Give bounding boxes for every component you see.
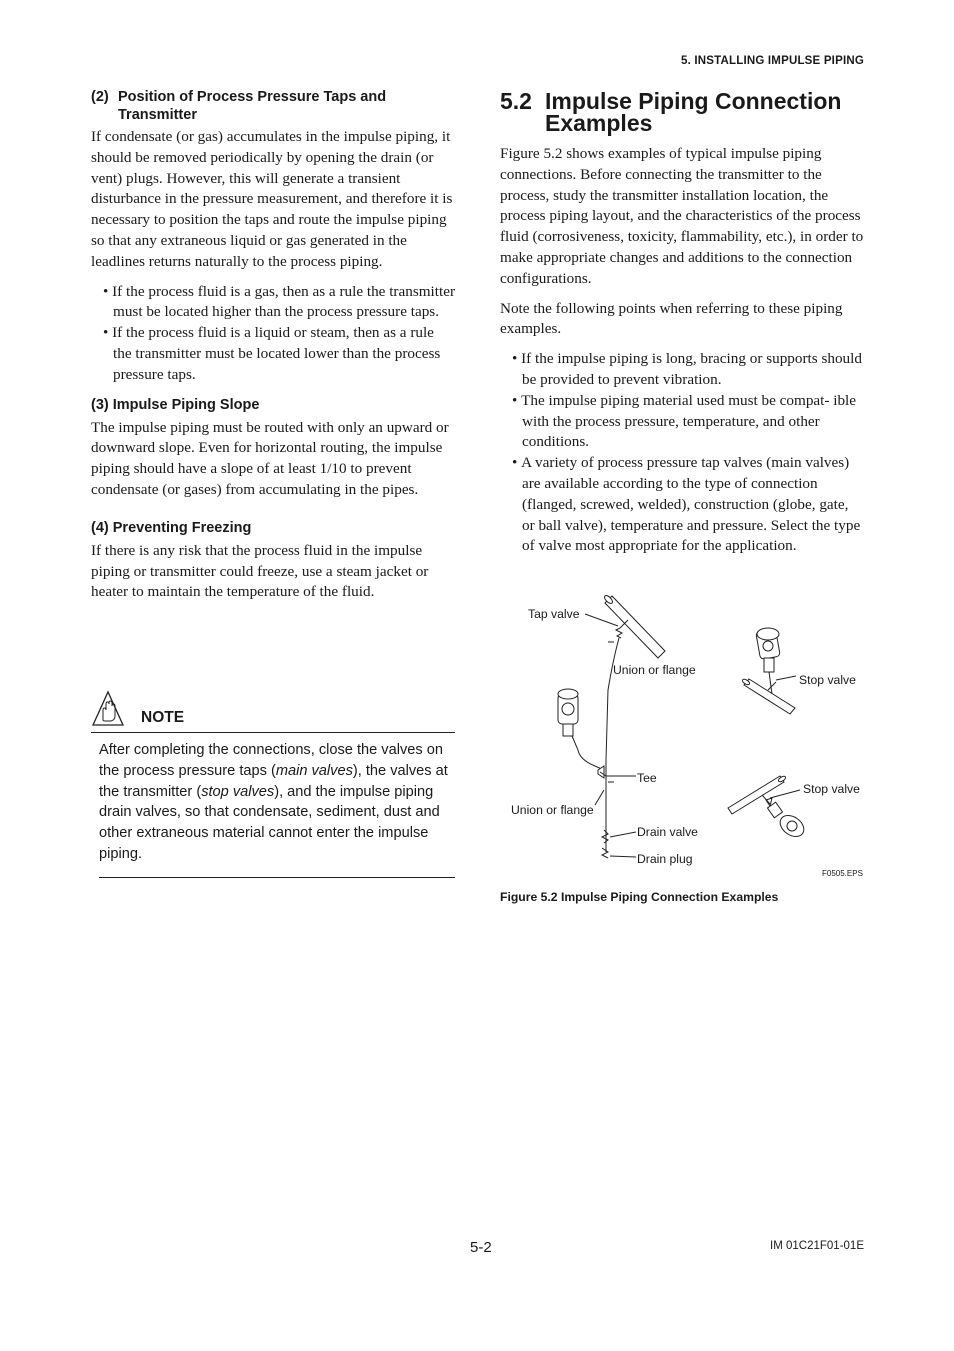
bullet-item: • If the impulse piping is long, bracing or supports should be provided to prevent vibration.	[500, 349, 864, 391]
subsection-2-title-line2: Transmitter	[118, 107, 197, 123]
subsection-2-number: (2)	[91, 89, 109, 105]
section-paragraph-2: Note the following points when referring to these piping examples.	[500, 299, 843, 338]
running-header: 5. INSTALLING IMPULSE PIPING	[680, 55, 864, 67]
note-title: NOTE	[141, 709, 185, 726]
subsection-2-heading	[91, 88, 455, 124]
note-box	[91, 690, 455, 880]
section-title-line2: Examples	[545, 110, 653, 136]
left-column	[91, 88, 455, 603]
subsection-3-heading: (3) Impulse Piping Slope	[91, 396, 260, 413]
section-bullets	[500, 349, 864, 557]
label-tee: Tee	[637, 771, 657, 785]
label-drain-valve: Drain valve	[637, 825, 698, 839]
page-number: 5-2	[470, 1239, 492, 1256]
label-tap-valve: Tap valve	[528, 607, 580, 621]
label-stop-valve-bottom: Stop valve	[803, 782, 860, 796]
caution-hand-icon	[91, 690, 125, 728]
subsection-4-body: If there is any risk that the process fluid in the impulse piping or transmitter could freeze, use a steam jacket or heater to maintain the temperature of the fluid.	[91, 541, 429, 601]
piping-diagram	[500, 590, 870, 890]
note-text-part: ), and the impulse piping drain valves, so that condensate, sediment, dust and other extraneous material cannot enter the impulse piping.	[99, 783, 440, 862]
note-bottom-rule	[99, 877, 455, 878]
note-top-rule	[91, 732, 455, 733]
label-union-flange-bottom: Union or flange	[511, 803, 594, 817]
note-text	[99, 740, 459, 865]
right-column	[500, 90, 864, 557]
document-id: IM 01C21F01-01E	[770, 1240, 864, 1252]
subsection-4-heading: (4) Preventing Freezing	[91, 519, 252, 536]
label-stop-valve-top: Stop valve	[799, 673, 856, 687]
section-paragraph-1: Figure 5.2 shows examples of typical impulse piping connections. Before connecting the transmitter to the process, study the transmitter installation location, the process piping layout, and the characteristics of the process fluid (corrosiveness, toxicity, flammability, etc.), in order to make appropriate changes and additions to the connection configurations.	[500, 145, 864, 287]
figure-file-code: F0505.EPS	[822, 869, 863, 878]
section-title-line1: Impulse Piping Connection	[545, 88, 842, 114]
section-5-2-title	[500, 90, 864, 134]
note-italic-stop-valves: stop valves	[201, 783, 275, 800]
subsection-2-body: If condensate (or gas) accumulates in the impulse piping, it should be removed periodically by opening the drain (or vent) plugs. However, this will generate a transient disturbance in the pressure measurement, and therefore it is necessary to position the taps and route the impulse piping so that any extraneous liquid or gas generated in the leadlines returns naturally to the process piping.	[91, 128, 453, 270]
figure-caption: Figure 5.2 Impulse Piping Connection Examples	[500, 890, 779, 904]
bullet-item: • The impulse piping material used must be compat- ible with the process pressure, temperature, and other conditions.	[500, 391, 864, 453]
section-number: 5.2	[500, 88, 532, 114]
bullet-item: • If the process fluid is a liquid or steam, then as a rule the transmitter must be located lower than the process pressure taps.	[91, 323, 455, 385]
note-text-part: ), the valves at the transmitter (	[99, 762, 448, 800]
subsection-3-body: The impulse piping must be routed with only an upward or downward slope. Even for horizontal routing, the impulse piping should have a slope of at least 1/10 to prevent condensate (or gases) from accumulating in the pipes.	[91, 418, 449, 498]
subsection-2-bullets	[91, 282, 455, 386]
label-drain-plug: Drain plug	[637, 852, 693, 866]
label-union-flange-top: Union or flange	[613, 663, 696, 677]
figure-impulse-piping	[500, 590, 870, 890]
note-italic-main-valves: main valves	[275, 762, 353, 779]
bullet-item: • A variety of process pressure tap valves (main valves) are available according to the type of connection (flanged, screwed, welded), construction (globe, gate, or ball valve), temperature and pressure. Select the type of valve most appropriate for the application.	[500, 453, 864, 557]
note-text-part: After completing the connections, close the valves on the process pressure taps (	[99, 742, 443, 779]
subsection-2-title-line1: Position of Process Pressure Taps and	[118, 89, 387, 105]
bullet-item: • If the process fluid is a gas, then as a rule the transmitter must be located higher than the process pressure taps.	[91, 282, 455, 324]
